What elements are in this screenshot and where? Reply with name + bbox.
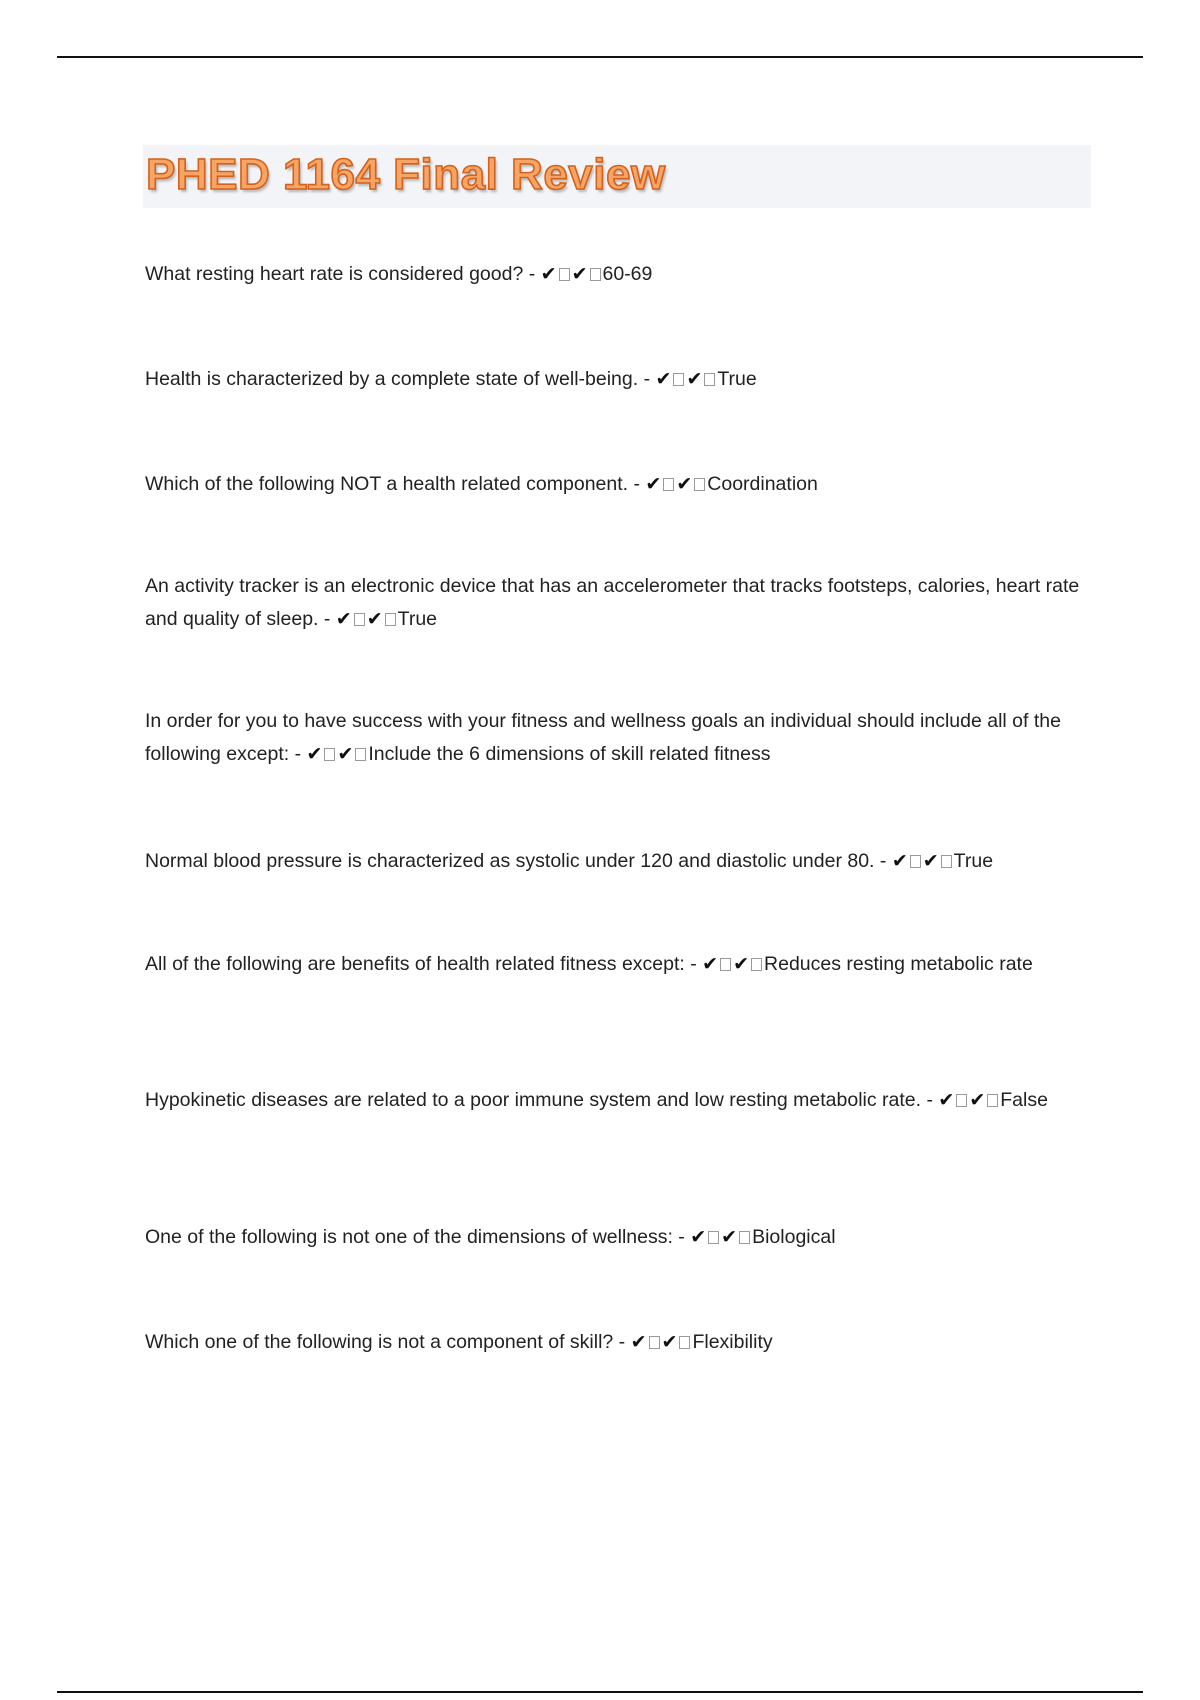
question-text: Which one of the following is not a component of skill?: [145, 1331, 614, 1353]
check-icon: ✔: [645, 473, 662, 495]
question-text: Which of the following NOT a health related component.: [145, 473, 629, 495]
answer-text: 60-69: [602, 263, 653, 285]
missing-glyph-box-icon: [355, 748, 366, 761]
missing-glyph-box-icon: [649, 1336, 660, 1349]
question-text: Normal blood pressure is characterized as systolic under 120 and diastolic under 80.: [145, 850, 875, 872]
question-text: One of the following is not one of the dimensions of wellness:: [145, 1226, 673, 1248]
check-icon: ✔: [571, 263, 588, 285]
question-text: What resting heart rate is considered good?: [145, 263, 524, 285]
top-rule: [57, 56, 1143, 58]
answer-text: Reduces resting metabolic rate: [764, 953, 1033, 975]
answer-text: Biological: [752, 1226, 836, 1248]
missing-glyph-box-icon: [694, 478, 705, 491]
answer-text: True: [953, 850, 994, 872]
missing-glyph-box-icon: [739, 1231, 750, 1244]
check-icon: ✔: [661, 1331, 678, 1353]
check-icon: ✔: [540, 263, 557, 285]
answer-separator: -: [289, 743, 307, 765]
answer-separator: -: [613, 1331, 631, 1353]
answer-separator: -: [628, 473, 646, 495]
qa-item: [145, 1326, 1090, 1359]
question-text: In order for you to have success with your fitness and wellness goals an individual should include all of the following except:: [145, 710, 1061, 765]
answer-text: True: [397, 608, 438, 630]
check-icon: ✔: [922, 850, 939, 872]
check-icon: ✔: [690, 1226, 707, 1248]
answer-separator: -: [921, 1089, 939, 1111]
answer-text: True: [717, 368, 757, 390]
question-text: An activity tracker is an electronic device that has an accelerometer that tracks footsteps, calories, heart rate and quality of sleep.: [145, 575, 1080, 630]
qa-item: [145, 845, 1090, 878]
answer-text: Coordination: [707, 473, 818, 495]
missing-glyph-box-icon: [987, 1094, 998, 1107]
answer-text: Include the 6 dimensions of skill related fitness: [368, 743, 771, 765]
check-icon: ✔: [366, 608, 383, 630]
qa-item: [145, 468, 1090, 501]
answer-separator: -: [874, 850, 892, 872]
missing-glyph-box-icon: [679, 1336, 690, 1349]
answer-separator: -: [638, 368, 656, 390]
check-icon: ✔: [306, 743, 323, 765]
answer-separator: -: [523, 263, 541, 285]
check-icon: ✔: [630, 1331, 647, 1353]
missing-glyph-box-icon: [559, 268, 570, 281]
question-text: Hypokinetic diseases are related to a poor immune system and low resting metabolic rate.: [145, 1089, 922, 1111]
check-icon: ✔: [655, 368, 672, 390]
answer-separator: -: [318, 608, 336, 630]
question-text: All of the following are benefits of health related fitness except:: [145, 953, 685, 975]
missing-glyph-box-icon: [956, 1094, 967, 1107]
missing-glyph-box-icon: [720, 958, 731, 971]
missing-glyph-box-icon: [751, 958, 762, 971]
check-icon: ✔: [335, 608, 352, 630]
missing-glyph-box-icon: [910, 855, 921, 868]
question-text: Health is characterized by a complete state of well-being.: [145, 368, 639, 390]
missing-glyph-box-icon: [663, 478, 674, 491]
check-icon: ✔: [686, 368, 703, 390]
check-icon: ✔: [733, 953, 750, 975]
answer-separator: -: [672, 1226, 691, 1248]
check-icon: ✔: [676, 473, 693, 495]
missing-glyph-box-icon: [704, 373, 715, 386]
qa-item: [145, 948, 1090, 981]
qa-item: [145, 705, 1090, 771]
qa-item: [145, 1084, 1090, 1117]
missing-glyph-box-icon: [941, 855, 952, 868]
qa-item: [145, 258, 1090, 291]
answer-text: False: [1000, 1089, 1048, 1111]
missing-glyph-box-icon: [673, 373, 684, 386]
missing-glyph-box-icon: [590, 268, 601, 281]
check-icon: ✔: [337, 743, 354, 765]
missing-glyph-box-icon: [324, 748, 335, 761]
missing-glyph-box-icon: [354, 613, 365, 626]
missing-glyph-box-icon: [708, 1231, 719, 1244]
check-icon: ✔: [938, 1089, 955, 1111]
answer-separator: -: [684, 953, 703, 975]
check-icon: ✔: [702, 953, 719, 975]
document-title: PHED 1164 Final Review: [146, 150, 666, 199]
bottom-rule: [57, 1691, 1143, 1693]
check-icon: ✔: [891, 850, 908, 872]
check-icon: ✔: [721, 1226, 738, 1248]
qa-item: [145, 363, 1090, 396]
check-icon: ✔: [969, 1089, 986, 1111]
qa-item: [145, 570, 1090, 636]
qa-item: [145, 1221, 1090, 1254]
missing-glyph-box-icon: [385, 613, 396, 626]
answer-text: Flexibility: [692, 1331, 773, 1353]
